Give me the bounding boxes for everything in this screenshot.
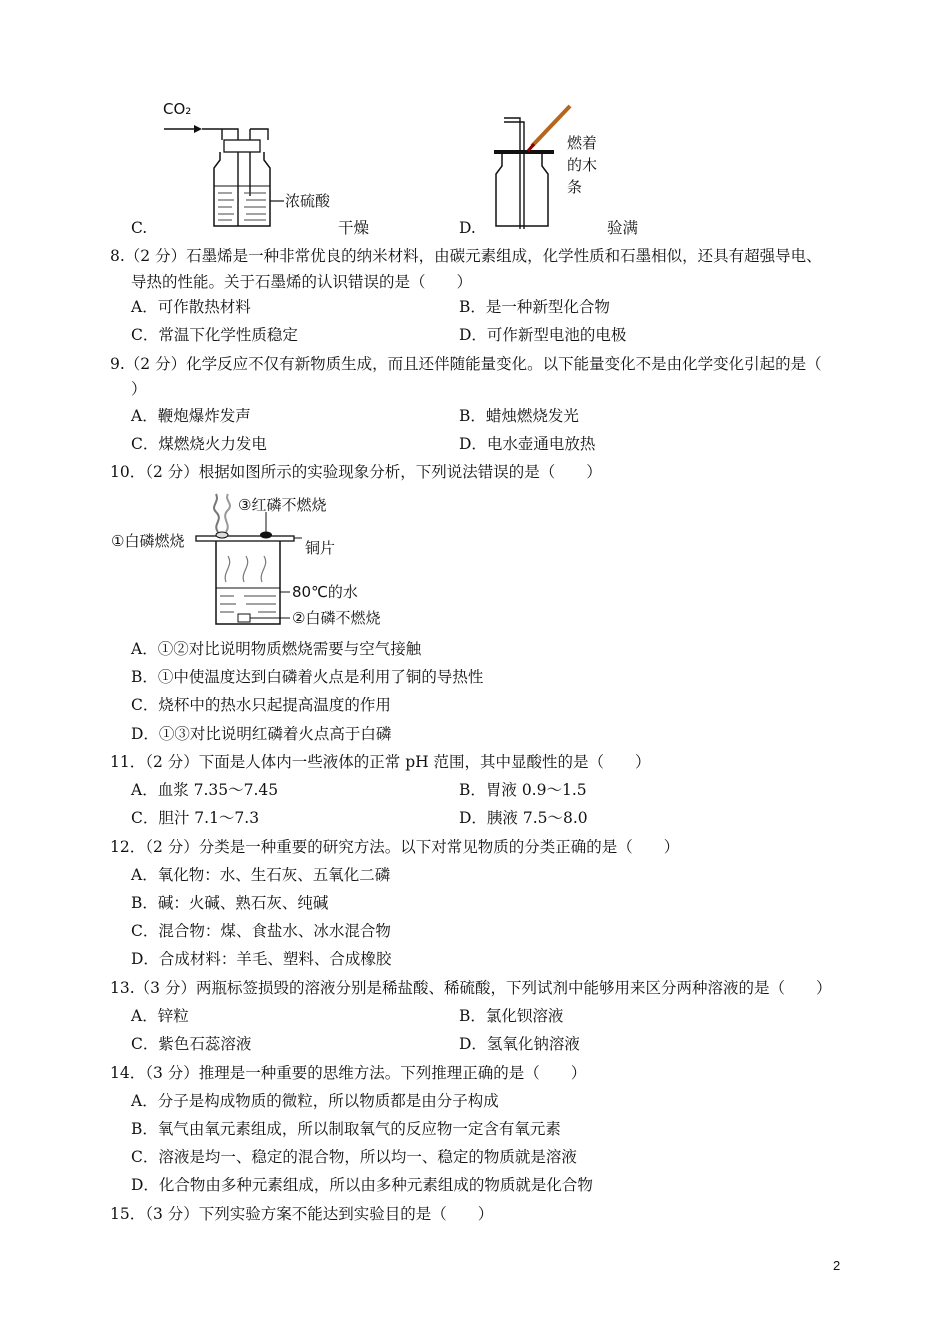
q13-option-b: B．氯化钡溶液 <box>459 1007 564 1025</box>
q9-option-b: B．蜡烛燃烧发光 <box>459 407 579 425</box>
q8-option-b: B．是一种新型化合物 <box>459 298 610 316</box>
q10-option-a: A．①②对比说明物质燃烧需要与空气接触 <box>131 640 422 658</box>
q14-option-b: B．氧气由氧元素组成，所以制取氧气的反应物一定含有氧元素 <box>131 1120 561 1138</box>
q9-stem-line1: 9.（2 分）化学反应不仅有新物质生成，而且还伴随能量变化。以下能量变化不是由化学变化引起的是（ <box>110 355 822 373</box>
q15-stem: 15．（3 分）下列实验方案不能达到实验目的是（ ） <box>110 1205 494 1223</box>
page-number: 2 <box>833 1258 841 1273</box>
q12-option-a: A．氧化物：水、生石灰、五氧化二磷 <box>131 866 391 884</box>
stick-label-3: 条 <box>567 178 583 196</box>
option-c-caption: 干燥 <box>338 219 370 237</box>
q9-option-c: C．煤燃烧火力发电 <box>131 435 267 453</box>
q13-stem: 13.（3 分）两瓶标签损毁的溶液分别是稀盐酸、稀硫酸，下列试剂中能够用来区分两种溶液的是（ ） <box>110 979 832 997</box>
red-phosphorus-label: ③红磷不燃烧 <box>238 496 327 514</box>
q14-option-a: A．分子是构成物质的微粒，所以物质都是由分子构成 <box>131 1092 499 1110</box>
option-d-caption: 验满 <box>607 219 639 237</box>
q14-stem: 14．（3 分）推理是一种重要的思维方法。下列推理正确的是（ ） <box>110 1064 587 1082</box>
white-phosphorus-underwater-label: ②白磷不燃烧 <box>292 609 381 627</box>
copper-plate-label: 铜片 <box>305 539 336 557</box>
q12-option-c: C．混合物：煤、食盐水、冰水混合物 <box>131 922 391 940</box>
q11-option-c: C．胆汁 7.1～7.3 <box>131 809 260 827</box>
q9-stem-line2: ） <box>131 380 147 398</box>
stick-label-1: 燃着 <box>567 134 598 152</box>
q10-option-d: D．①③对比说明红磷着火点高于白磷 <box>131 725 392 743</box>
q11-option-d: D．胰液 7.5～8.0 <box>459 809 588 827</box>
q11-stem: 11．（2 分）下面是人体内一些液体的正常 pH 范围，其中显酸性的是（ ） <box>110 753 651 771</box>
q9-option-d: D．电水壶通电放热 <box>459 435 596 453</box>
q13-option-a: A．锌粒 <box>131 1007 189 1025</box>
q8-stem-line1: 8.（2 分）石墨烯是一种非常优良的纳米材料，由碳元素组成，化学性质和石墨相似，还具有超强导电、 <box>110 247 822 265</box>
stick-label-2: 的木 <box>567 156 598 174</box>
q12-stem: 12．（2 分）分类是一种重要的研究方法。以下对常见物质的分类正确的是（ ） <box>110 838 680 856</box>
option-d-letter: D. <box>459 219 476 237</box>
q8-stem-line2: 导热的性能。关于石墨烯的认识错误的是（ ） <box>131 273 473 291</box>
q8-option-c: C．常温下化学性质稳定 <box>131 326 298 344</box>
option-c-letter: C. <box>131 219 148 237</box>
q12-option-b: B．碱：火碱、熟石灰、纯碱 <box>131 894 329 912</box>
q8-option-a: A．可作散热材料 <box>131 298 251 316</box>
hot-water-label: 80℃的水 <box>292 583 358 601</box>
q10-option-b: B．①中使温度达到白磷着火点是利用了铜的导热性 <box>131 668 484 686</box>
q8-option-d: D．可作新型电池的电极 <box>459 326 627 344</box>
q10-stem: 10．（2 分）根据如图所示的实验现象分析，下列说法错误的是（ ） <box>110 463 602 481</box>
q12-option-d: D．合成材料：羊毛、塑料、合成橡胶 <box>131 950 392 968</box>
liquid-label: 浓硫酸 <box>285 192 331 210</box>
q13-option-c: C．紫色石蕊溶液 <box>131 1035 252 1053</box>
q11-option-a: A．血浆 7.35～7.45 <box>131 781 279 799</box>
gas-label: CO₂ <box>163 100 192 118</box>
q9-option-a: A．鞭炮爆炸发声 <box>131 407 251 425</box>
q14-option-c: C．溶液是均一、稳定的混合物，所以均一、稳定的物质就是溶液 <box>131 1148 577 1166</box>
q14-option-d: D．化合物由多种元素组成，所以由多种元素组成的物质就是化合物 <box>131 1176 593 1194</box>
q10-option-c: C．烧杯中的热水只起提高温度的作用 <box>131 696 391 714</box>
white-phosphorus-burning-label: ①白磷燃烧 <box>111 532 185 550</box>
q11-option-b: B．胃液 0.9～1.5 <box>459 781 587 799</box>
q13-option-d: D．氢氧化钠溶液 <box>459 1035 580 1053</box>
